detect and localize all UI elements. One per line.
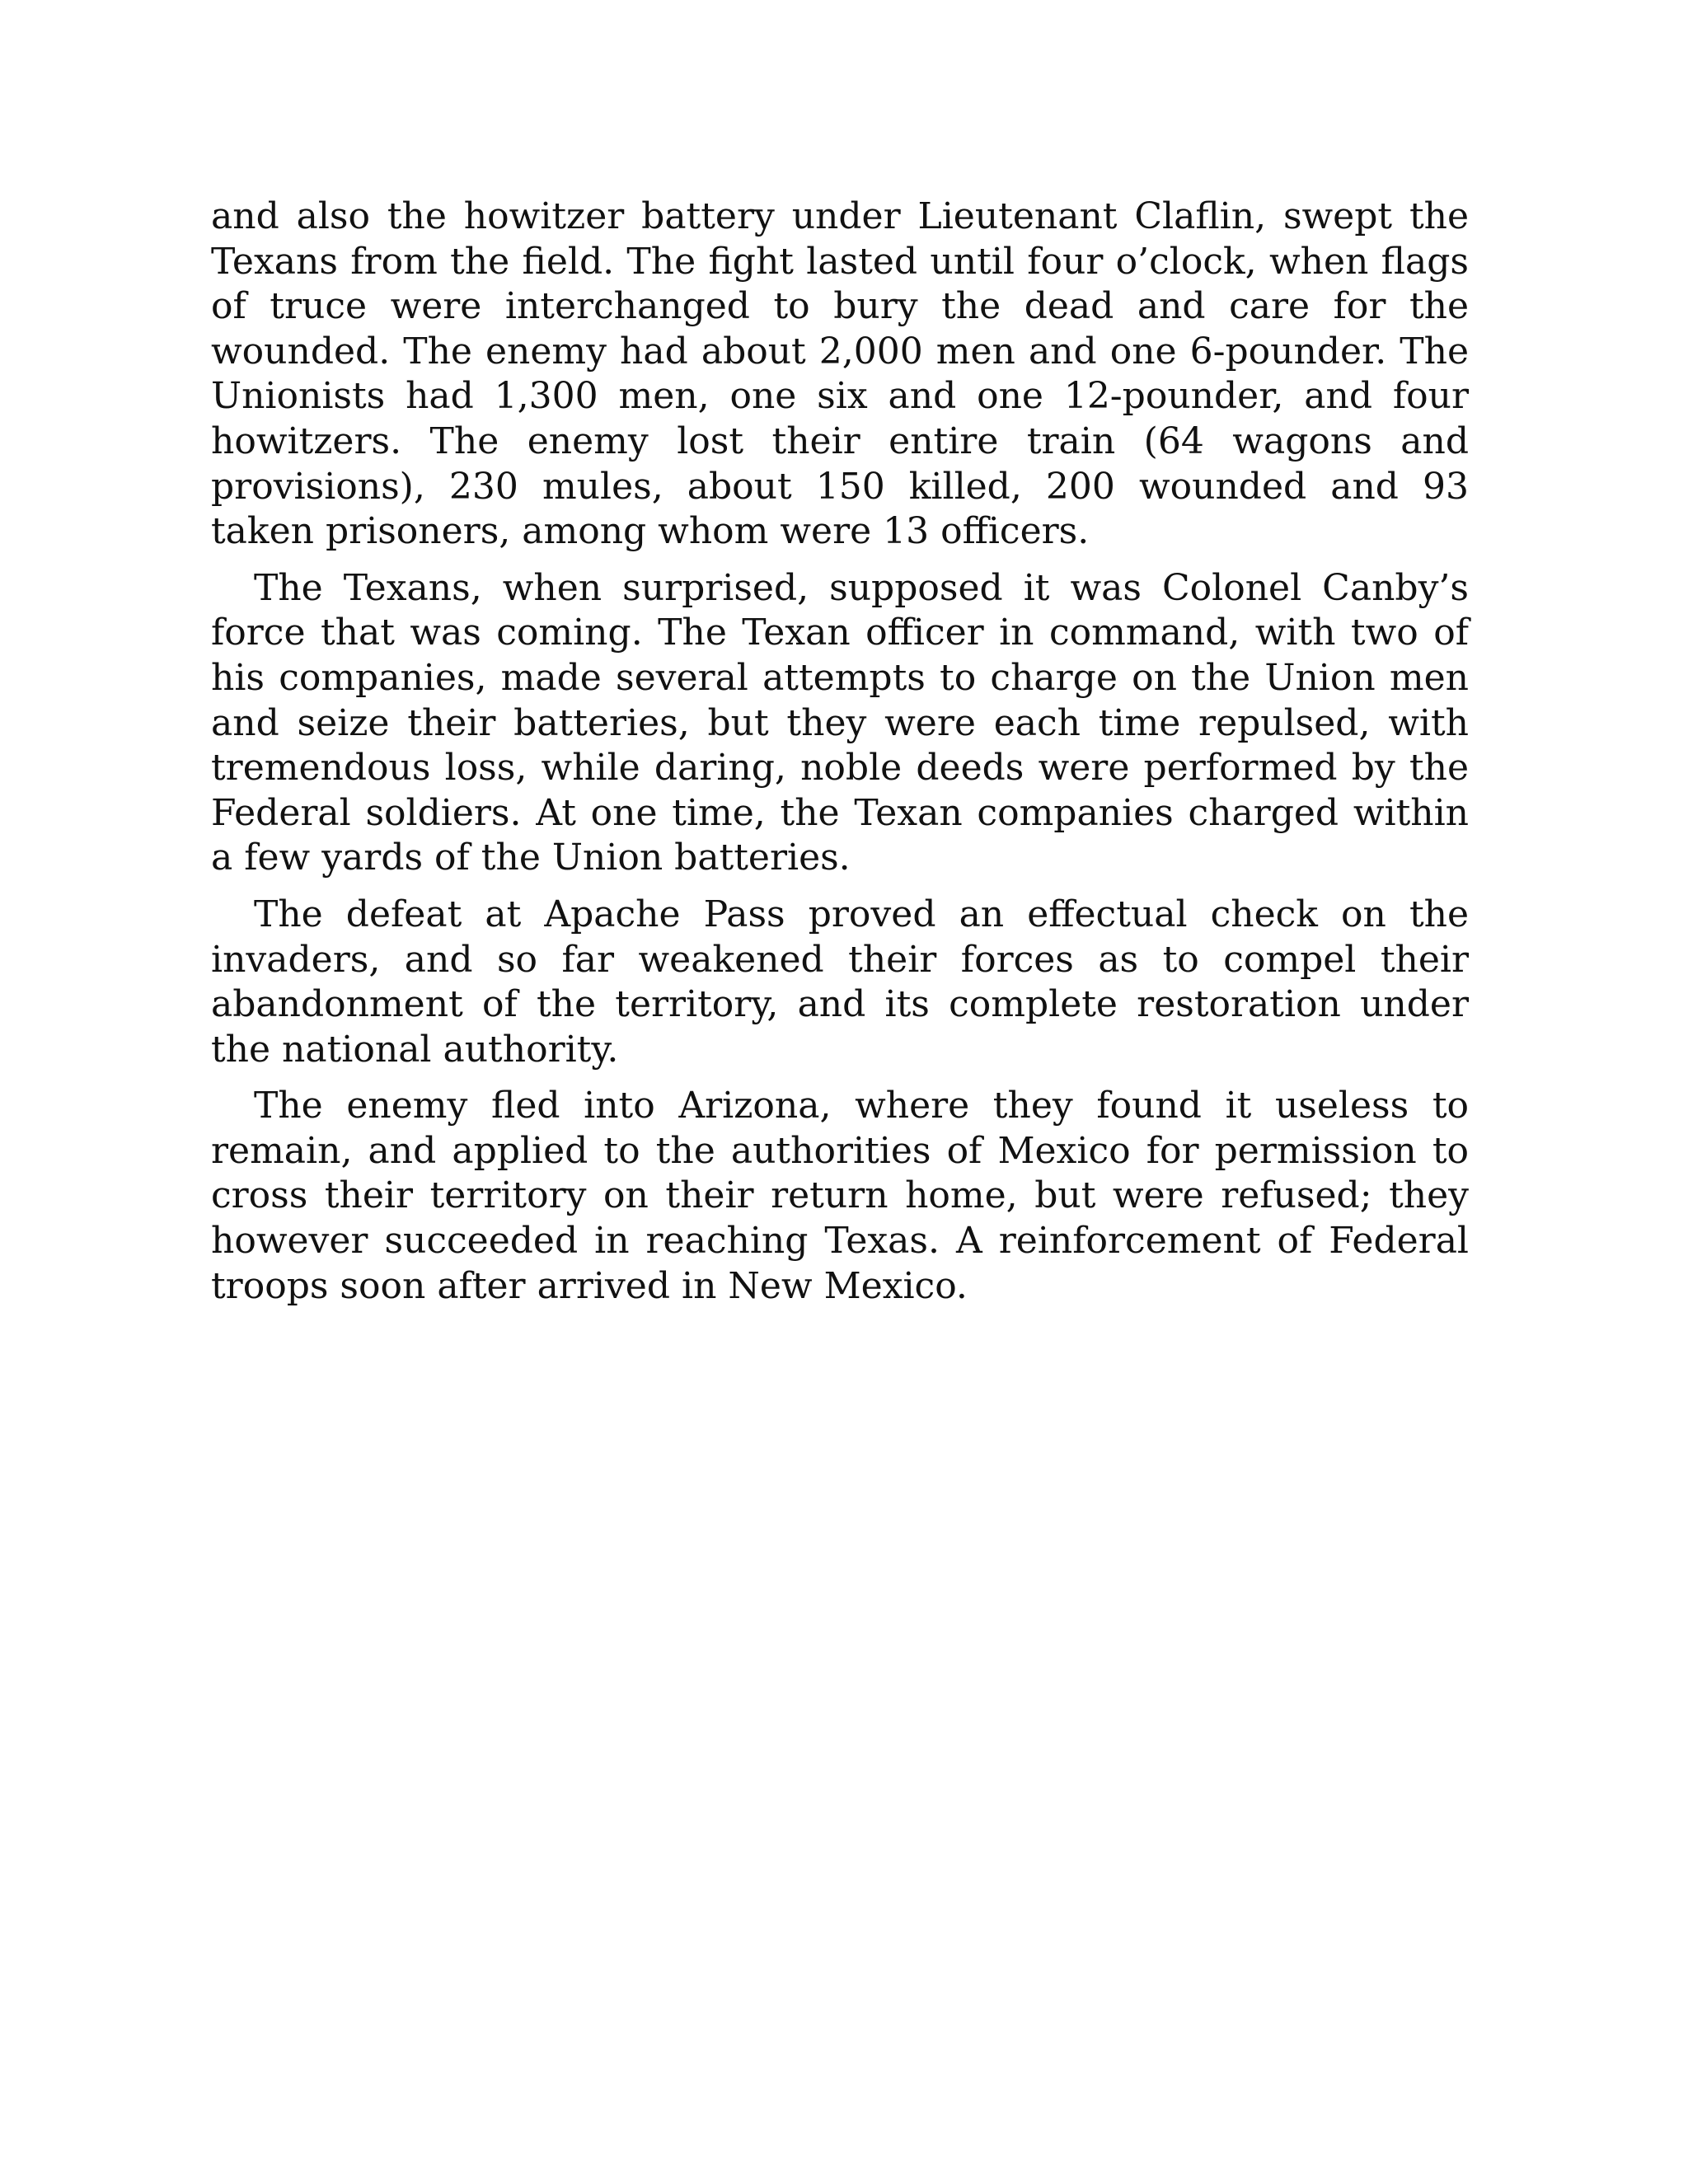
- paragraph-1: and also the howitzer battery under Lieutenant Claflin, swept the Texans from the field. The fight lasted until four o’clock, when flags of truce were interchanged to bury the dead and care for the wounded. The enemy had about 2,000 men and one 6-pounder. The Unionists had 1,300 men, one six and one 12-pounder, and four howitzers. The enemy lost their entire train (64 wagons and provisions), 230 mules, about 150 killed, 200 wounded and 93 taken prisoners, among whom were 13 officers.: [211, 195, 1469, 553]
- paragraph-4: The enemy fled into Arizona, where they found it useless to remain, and applied to the authorities of Mexico for permission to cross their territory on their return home, but were refused; they however succeeded in reaching Texas. A reinforcement of Federal troops soon after arrived in New Mexico.: [211, 1085, 1469, 1307]
- document-page: [211, 194, 1469, 1320]
- paragraph-2: The Texans, when surprised, supposed it was Colonel Canby’s force that was coming. The Texan officer in command, with two of his companies, made several attempts to charge on the Union men and seize their batteries, but they were each time repulsed, with tremendous loss, while daring, noble deeds were performed by the Federal soldiers. At one time, the Texan companies charged within a few yards of the Union batteries.: [211, 566, 1469, 879]
- paragraph-3: The defeat at Apache Pass proved an effectual check on the invaders, and so far weakened their forces as to compel their abandonment of the territory, and its complete restoration under the national authority.: [211, 893, 1469, 1071]
